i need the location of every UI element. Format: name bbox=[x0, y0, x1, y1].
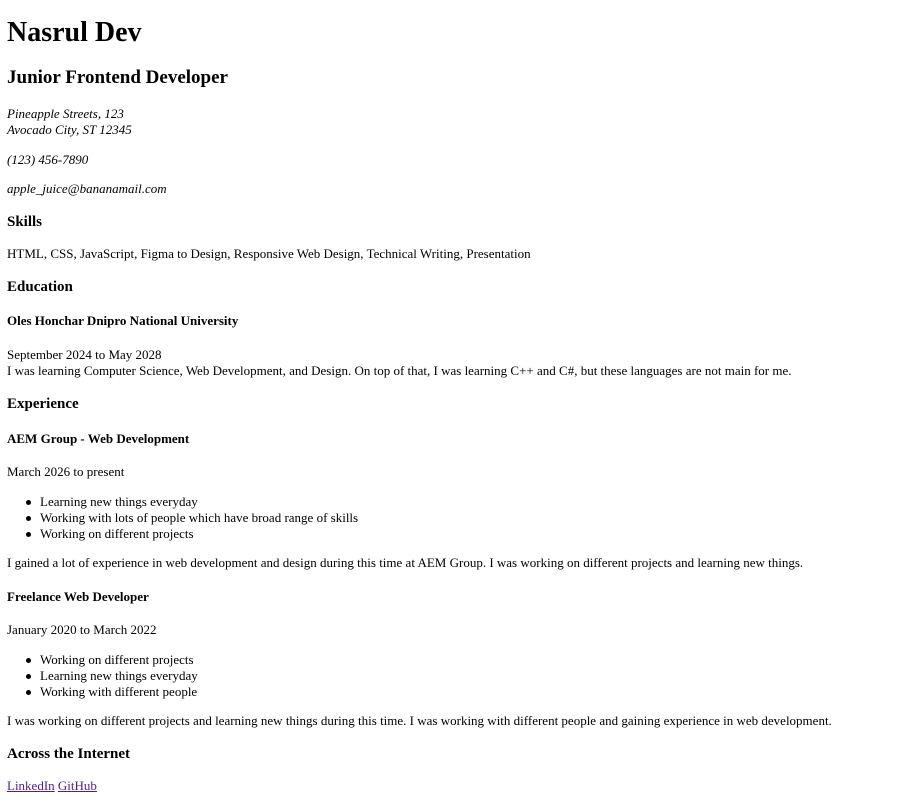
job-bullets-aem bbox=[40, 494, 358, 542]
job-summary-aem: I gained a lot of experience in web development and design during this time at AEM Group. I was working on different projects and learning new things. bbox=[7, 555, 804, 570]
job-bullets-freelance bbox=[40, 652, 198, 700]
address bbox=[7, 106, 132, 138]
job-title-aem: AEM Group - Web Development bbox=[7, 431, 190, 446]
list-item: Working with lots of people which have broad range of skills bbox=[40, 510, 359, 525]
github-link[interactable]: GitHub bbox=[57, 778, 97, 793]
list-item: Working on different projects bbox=[40, 526, 358, 542]
skills-heading: Skills bbox=[7, 214, 43, 230]
phone-number: (123) 456-7890 bbox=[7, 152, 89, 167]
list-item: Working on different projects bbox=[40, 652, 198, 668]
education-school: Oles Honchar Dnipro National University bbox=[7, 313, 239, 328]
address-line-1: Pineapple Streets, 123 bbox=[7, 106, 124, 121]
job-title: Junior Frontend Developer bbox=[7, 67, 228, 88]
job-title-freelance: Freelance Web Developer bbox=[7, 589, 149, 604]
job-dates-freelance: January 2020 to March 2022 bbox=[7, 622, 157, 637]
address-line-2: Avocado City, ST 12345 bbox=[7, 122, 132, 137]
skills-text: HTML, CSS, JavaScript, Figma to Design, Responsive Web Design, Technical Writing, Presentation bbox=[7, 246, 531, 261]
linkedin-link[interactable]: LinkedIn bbox=[7, 778, 55, 793]
education-heading: Education bbox=[7, 279, 73, 295]
social-links bbox=[7, 778, 97, 794]
list-item: Learning new things everyday bbox=[40, 494, 358, 510]
list-item: Learning new things everyday bbox=[40, 668, 198, 683]
person-name: Nasrul Dev bbox=[7, 17, 142, 48]
email-address: apple_juice@bananamail.com bbox=[7, 181, 167, 196]
education-dates: September 2024 to May 2028 bbox=[7, 347, 162, 362]
experience-heading: Experience bbox=[7, 396, 79, 412]
job-summary-freelance: I was working on different projects and learning new things during this time. I was working with different people and gaining experience in web development. bbox=[7, 713, 832, 728]
education-description: I was learning Computer Science, Web Development, and Design. On top of that, I was learning C++ and C#, but these languages are not main for me. bbox=[7, 363, 792, 378]
internet-heading: Across the Internet bbox=[7, 746, 131, 762]
job-dates-aem: March 2026 to present bbox=[7, 464, 125, 479]
list-item: Working with different people bbox=[40, 684, 198, 699]
